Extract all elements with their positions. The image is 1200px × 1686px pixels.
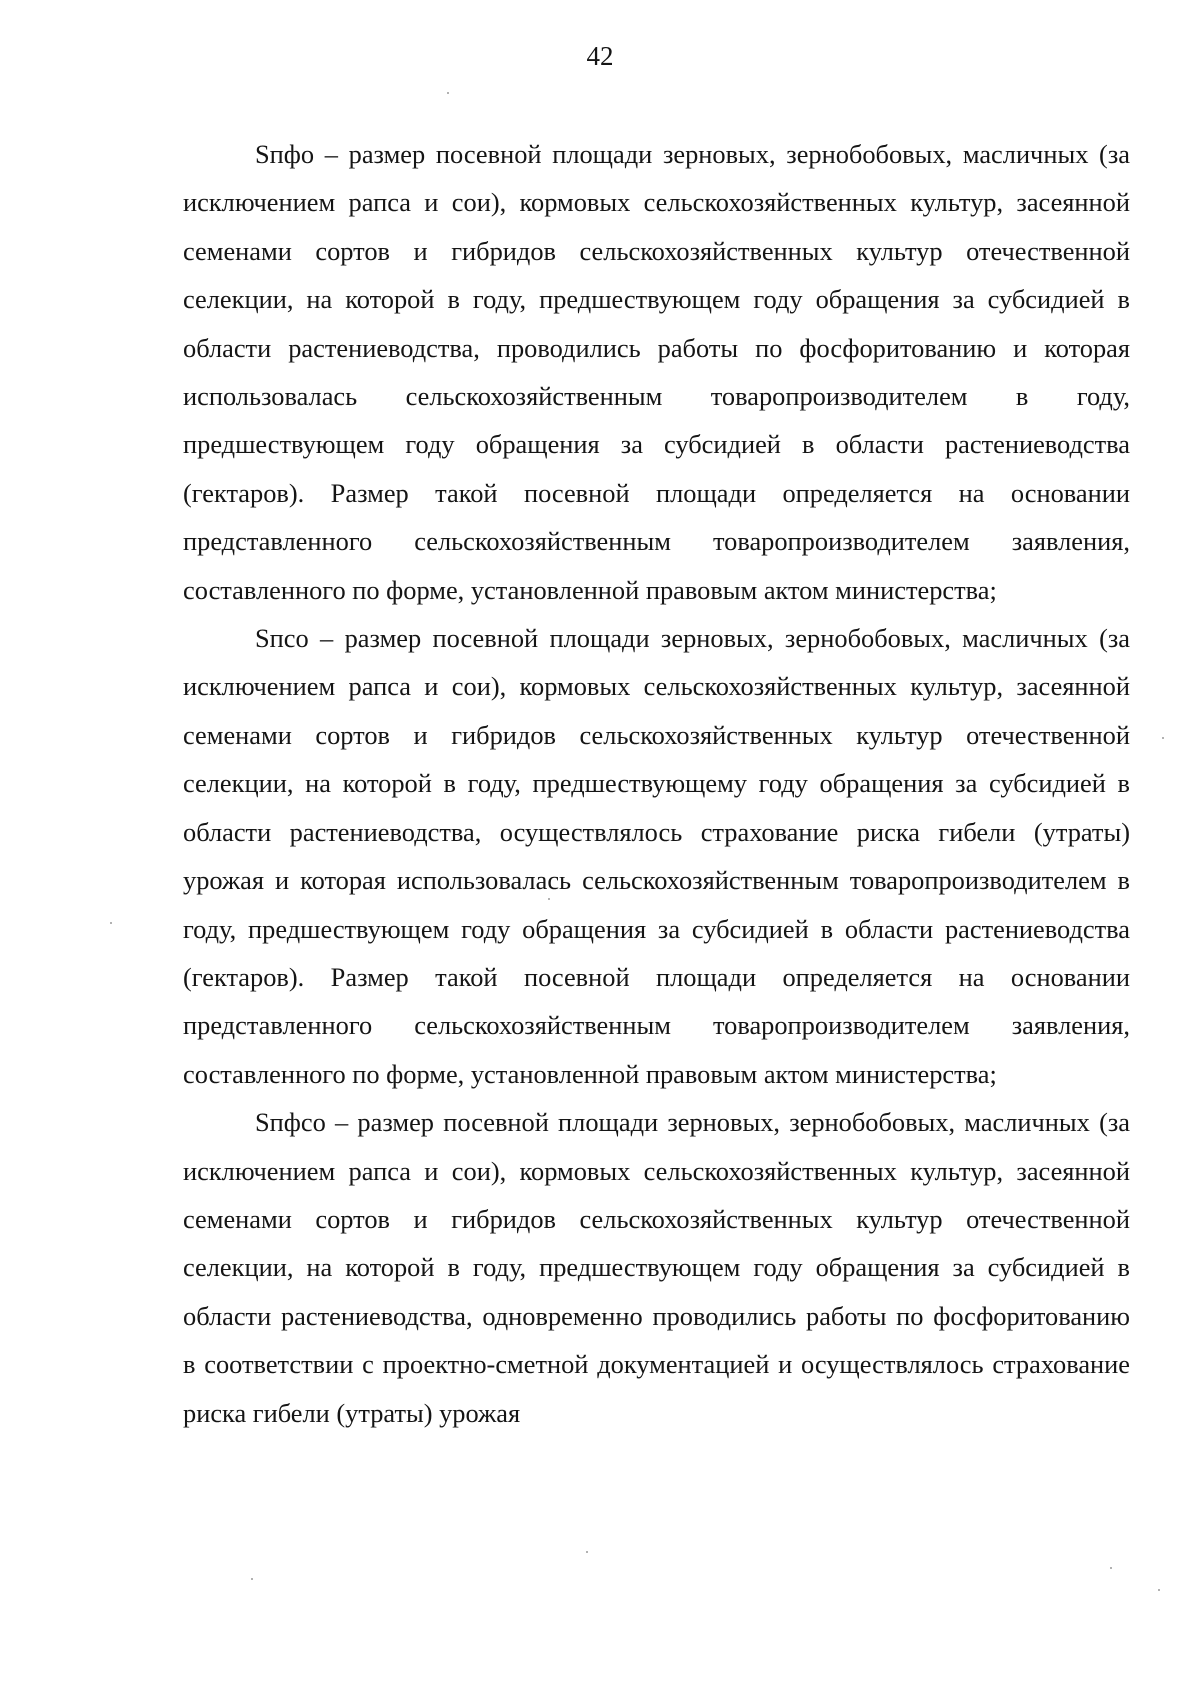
scan-speck (1162, 737, 1164, 739)
page-number: 42 (586, 41, 614, 71)
paragraph-snfo: Sпфо – размер посевной площади зерновых, зернобобовых, масличных (за исключением рапса и сои), кормовых сельскохозяйственных культур, засеянной семенами сортов и гибридов сельскохозяйственных культур отечественной селекции, на которой в году, предшествующем году обращения за субсидией в области растениеводства, проводились работы по фосфоритованию и которая использовалась сельскохозяйственным товаропроизводителем в году, предшествующем году обращения за субсидией в области растениеводства (гектаров). Размер такой посевной площади определяется на основании представленного сельскохозяйственным товаропроизводителем заявления, составленного по форме, установленной правовым актом министерства; (183, 139, 1130, 605)
scan-speck (110, 922, 112, 924)
body-text (183, 130, 1130, 1437)
scan-speck (1110, 1567, 1112, 1569)
scan-speck (548, 898, 550, 900)
scan-speck (447, 92, 449, 94)
paragraph-snfso: Sпфсо – размер посевной площади зерновых, зернобобовых, масличных (за исключением рапса и сои), кормовых сельскохозяйственных культур, засеянной семенами сортов и гибридов сельскохозяйственных культур отечественной селекции, на которой в году, предшествующем году обращения за субсидией в области растениеводства, одновременно проводились работы по фосфоритованию в соответствии с проектно-сметной документацией и осуществлялось страхование риска гибели (утраты) урожая (183, 1107, 1130, 1428)
scan-speck (1158, 1589, 1160, 1591)
paragraph-snso: Sпсо – размер посевной площади зерновых, зернобобовых, масличных (за исключением рапса и сои), кормовых сельскохозяйственных культур, засеянной семенами сортов и гибридов сельскохозяйственных культур отечественной селекции, на которой в году, предшествующему году обращения за субсидией в области растениеводства, осуществлялось страхование риска гибели (утраты) урожая и которая использовалась сельскохозяйственным товаропроизводителем в году, предшествующем году обращения за субсидией в области растениеводства (гектаров). Размер такой посевной площади определяется на основании представленного сельскохозяйственным товаропроизводителем заявления, составленного по форме, установленной правовым актом министерства; (183, 623, 1130, 1089)
scan-speck (251, 1578, 253, 1580)
scan-speck (586, 1551, 588, 1553)
